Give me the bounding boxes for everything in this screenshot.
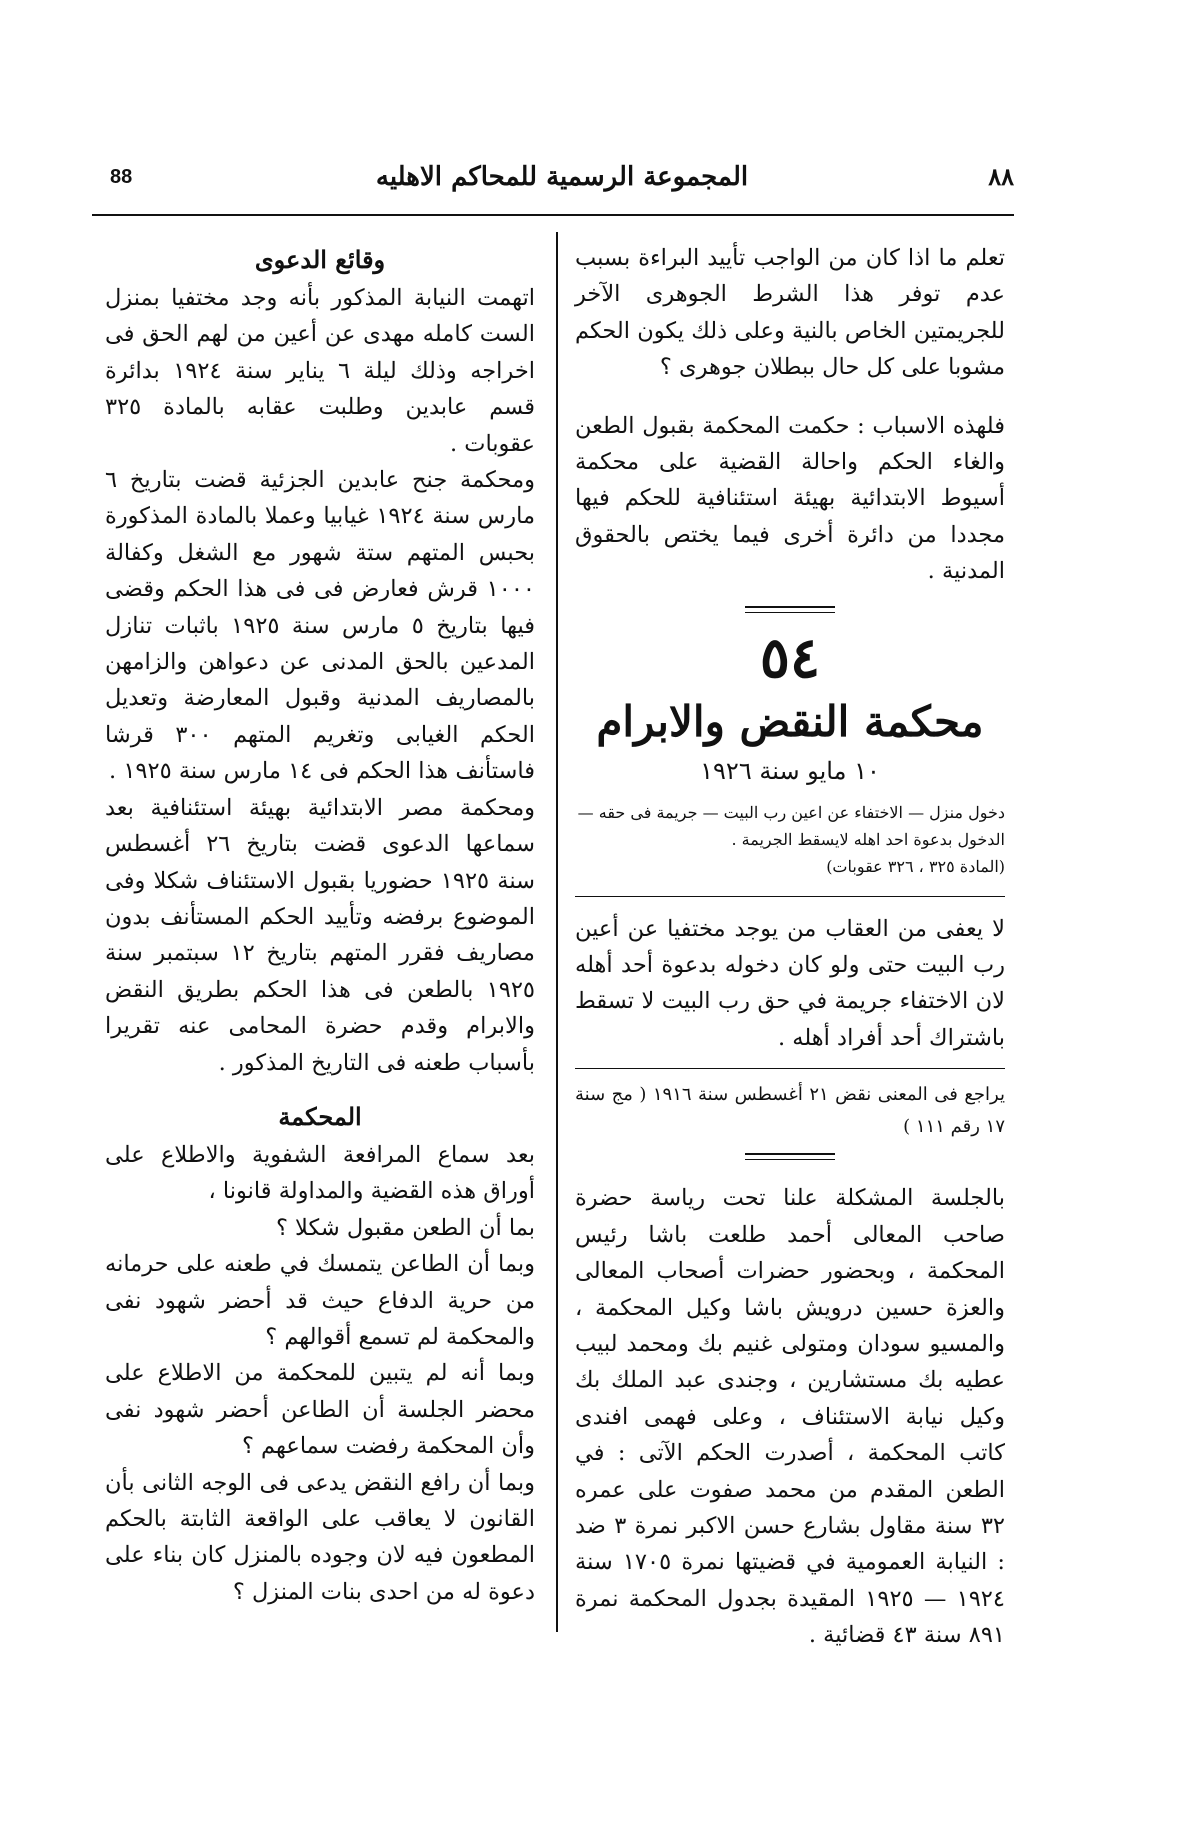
column-divider (556, 232, 558, 1632)
summary-rule (575, 896, 1005, 897)
summary-line: الدخول بدعوة احد اهله لايسقط الجريمة . (731, 829, 1005, 849)
court-heading: المحكمة (278, 1101, 362, 1131)
intro-paragraph: تعلم ما اذا كان من الواجب تأييد البراءة بسبب عدم توفر هذا الشرط الجوهرى الآخر للجريمتين الخاص بالنية وعلى ذلك يكون الحكم مشوبا على كل حال ببطلان جوهرى ؟ (575, 245, 1005, 381)
case-summary (575, 799, 1005, 880)
summary-line: دخول منزل — الاختفاء عن اعين رب البيت — جريمة فى حقه — (577, 802, 1005, 822)
legal-principle: لا يعفى من العقاب من يوجد مختفيا عن أعين رب البيت حتى ولو كان دخوله بدعوة أحد أهله لان الاختفاء جريمة في حق رب البيت لا تسقط باشتراك أحد أفراد أهله . (575, 915, 1005, 1051)
header-rule (92, 214, 1014, 216)
right-column (575, 240, 1005, 1654)
court-paragraph: وبما أن رافع النقض يدعى فى الوجه الثانى بأن القانون لا يعاقب على الواقعة الثابتة بالحكم المطعون فيه لان وجوده بالمنزل كان بناء على دعوة له من احدى بنات المنزل ؟ (105, 1469, 535, 1605)
page-number-latin: 88 (110, 166, 133, 188)
principle-rule (575, 1068, 1005, 1069)
facts-paragraph: اتهمت النيابة المذكور بأنه وجد مختفيا بمنزل الست كامله مهدى عن أعين من لهم الحق فى اخراجه وذلك ليلة ٦ يناير سنة ١٩٢٤ بدائرة قسم عابدين وطلبت عقابه بالمادة ٣٢٥ عقوبات . (105, 285, 535, 457)
page-header (110, 162, 1014, 202)
left-column (105, 240, 535, 1610)
session-paragraph: بالجلسة المشكلة علنا تحت رياسة حضرة صاحب المعالى أحمد طلعت باشا رئيس المحكمة ، وبحضور حضرات أصحاب المعالى والعزة حسين درويش باشا وكيل المحكمة ، والمسيو سودان ومتولى غنيم بك ومحمد لبيب عطيه بك مستشارين ، وجندى عبد الملك بك وكيل نيابة الاستئناف ، وعلى فهمى افندى كاتب المحكمة ، أصدرت الحكم الآتى : في الطعن المقدم من محمد صفوت على عمره ٣٢ سنة مقاول بشارع حسن الاكبر نمرة ٣ ضد : النيابة العمومية في قضيتها نمرة ١٧٠٥ سنة ١٩٢٤ — ١٩٢٥ المقيدة بجدول المحكمة نمرة ٨٩١ سنة ٤٣ قضائية . (575, 1185, 1005, 1649)
intro-paragraph: فلهذه الاسباب : حكمت المحكمة بقبول الطعن والغاء الحكم واحالة القضية على محكمة أسيوط الابتدائية بهيئة استئنافية للحكم فيها مجددا من دائرة أخرى فيما يختص بالحقوق المدنية . (575, 412, 1005, 585)
court-name: محكمة النقض والابرام (596, 696, 984, 746)
reference-note: يراجع فى المعنى نقض ٢١ أغسطس سنة ١٩١٦ ( مج سنة ١٧ رقم ١١١ ) (575, 1084, 1005, 1138)
court-paragraph: وبما أنه لم يتبين للمحكمة من الاطلاع على محضر الجلسة أن الطاعن أحضر شهود نفى وأن المحكمة رفضت سماعهم ؟ (105, 1360, 535, 1460)
summary-line: (المادة ٣٢٥ ، ٣٢٦ عقوبات) (826, 856, 1005, 876)
court-paragraph: بعد سماع المرافعة الشفوية والاطلاع على أوراق هذه القضية والمداولة قانونا ، (105, 1141, 535, 1205)
facts-heading: وقائع الدعوى (254, 245, 386, 274)
court-paragraph: وبما أن الطاعن يتمسك في طعنه على حرمانه من حرية الدفاع حيث قد أحضر شهود نفى والمحكمة لم تسمع أقوالهم ؟ (105, 1251, 535, 1350)
court-paragraph: بما أن الطعن مقبول شكلا ؟ (275, 1214, 535, 1241)
case-date: ١٠ مايو سنة ١٩٢٦ (700, 756, 880, 785)
page-number-arabic: ٨٨ (988, 162, 1014, 191)
section-divider (745, 606, 835, 613)
section-divider (745, 1153, 835, 1160)
case-number: ٥٤ (759, 624, 821, 691)
facts-paragraph: ومحكمة جنح عابدين الجزئية قضت بتاريخ ٦ مارس سنة ١٩٢٤ غيابيا وعملا بالمادة المذكورة بحبس المتهم ستة شهور مع الشغل وكفالة ١٠٠٠ قرش فعارض فى فى هذا الحكم وقضى فيها بتاريخ ٥ مارس سنة ١٩٢٥ باثبات تنازل المدعين بالحق المدنى عن دعواهن والزامهن بالمصاريف المدنية وقبول المعارضة وتعديل الحكم الغيابى وتغريم المتهم ٣٠٠ قرشا فاستأنف هذا الحكم فى ١٤ مارس سنة ١٩٢٥ . (105, 467, 535, 785)
facts-paragraph: ومحكمة مصر الابتدائية بهيئة استئنافية بعد سماعها الدعوى قضت بتاريخ ٢٦ أغسطس سنة ١٩٢٥ حضوريا بقبول الاستئناف شكلا وفى الموضوع برفضه وتأييد الحكم المستأنف بدون مصاريف فقرر المتهم بتاريخ ١٢ سبتمبر سنة ١٩٢٥ بالطعن فى هذا الحكم بطريق النقض والابرام وقدم حضرة المحامى عنه تقريرا بأسباب طعنه فى التاريخ المذكور . (105, 794, 535, 1076)
running-title: المجموعة الرسمية للمحاكم الاهليه (375, 162, 749, 192)
